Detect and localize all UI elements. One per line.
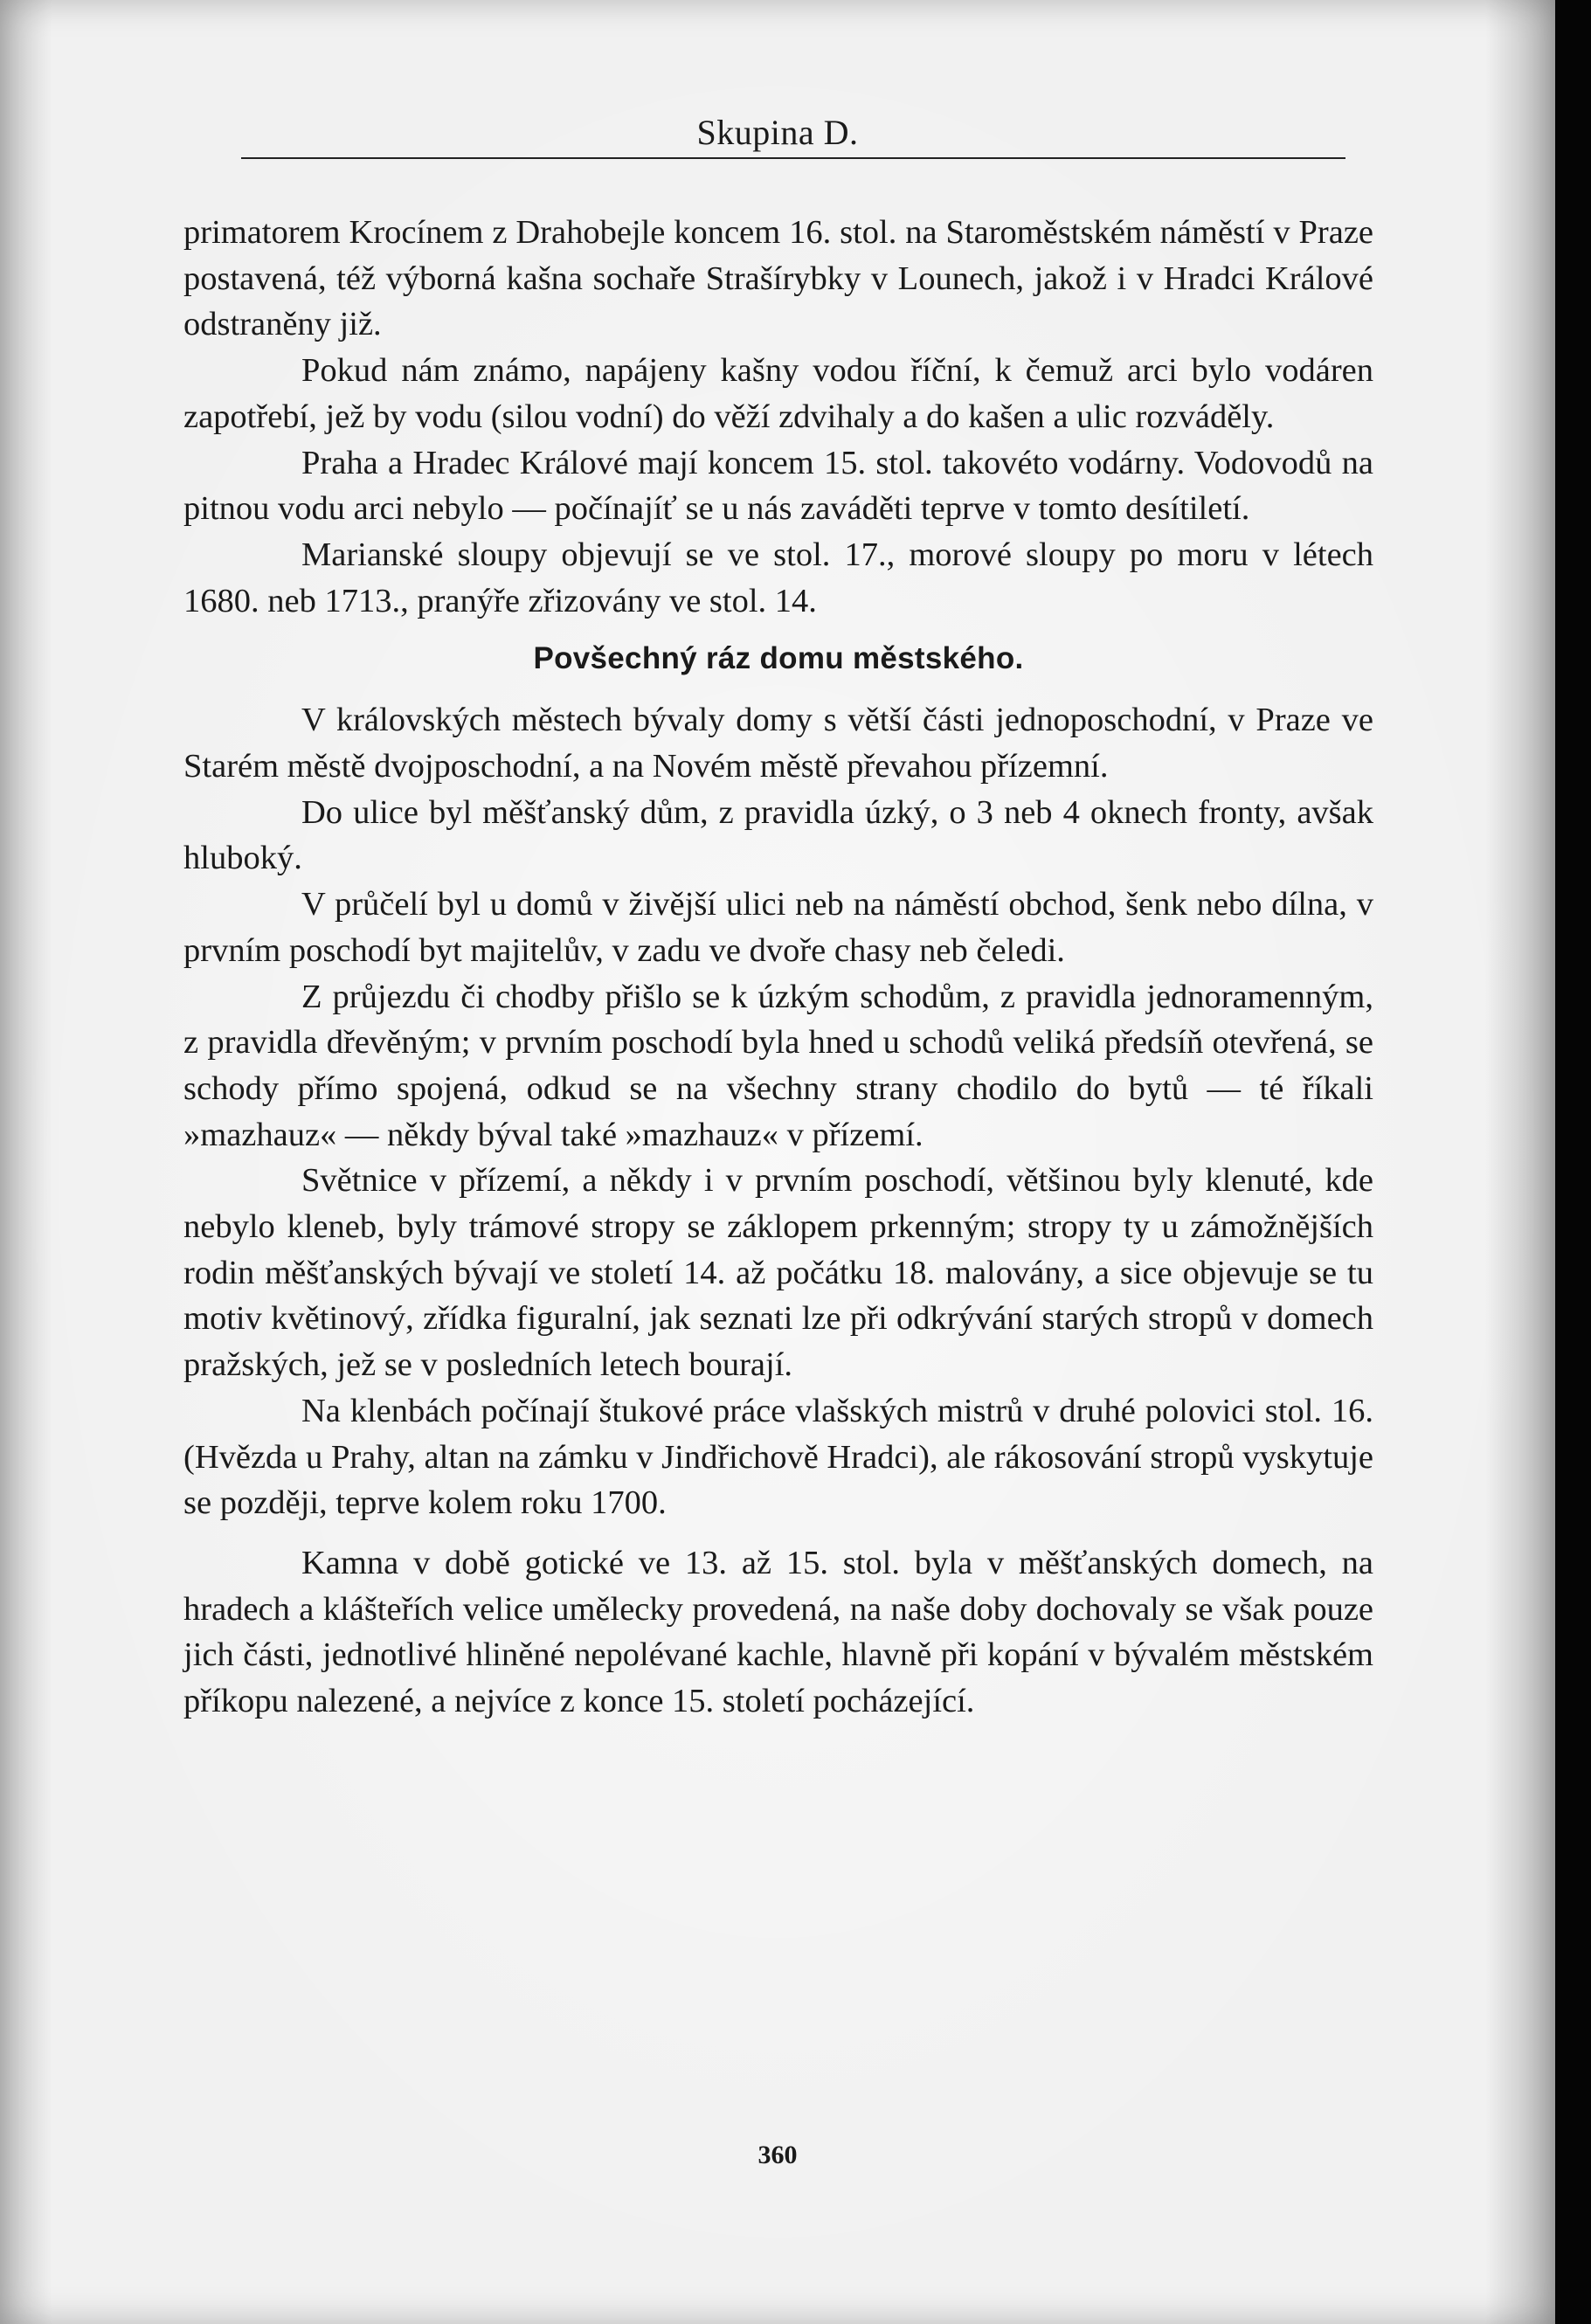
paragraph-waterworks: Praha a Hradec Králové mají koncem 15. stol. takovéto vodárny. Vodovodů na pitnou vodu arci nebylo — počínajíť se u nás zaváděti teprve v tomto desítiletí. [183, 444, 1373, 528]
paragraph-continuation: primatorem Krocínem z Drahobejle koncem 16. stol. na Staroměstském náměstí v Praze postavená, též výborná kašna sochaře Strašírybky v Lounech, jakož i v Hradci Králové odstraněny již. [183, 214, 1373, 343]
paragraph-stucco: Na klenbách počínají štukové práce vlašských mistrů v druhé polovici stol. 16. (Hvězda u Prahy, altan na zámku v Jindřichově Hradci), ale rákosování stropů vyskytuje se později, teprve kolem roku 1700. [183, 1392, 1373, 1522]
running-header: Skupina D. [696, 113, 859, 152]
paragraph-stoves: Kamna v době gotické ve 13. až 15. stol. byla v měšťanských domech, na hradech a klášteřích velice umělecky provedená, na naše doby dochovaly se však pouze jich části, jednotlivé hliněné nepolévané kachle, hlavně při kopání v bývalém městském příkopu nalezené, a nejvíce z konce 15. století pocházející. [183, 1544, 1373, 1720]
paragraph-passage-stairs: Z průjezdu či chodby přišlo se k úzkým schodům, z pravidla jednoramenným, z pravidla dřevěným; v prvním poschodí byla hned u schodů veliká předsíň otevřená, se schody přímo spojená, odkud se na všechny strany chodilo do bytů — té říkali »mazhauz« — někdy býval také »mazhauz« v přízemí. [183, 978, 1373, 1153]
scan-border [1555, 0, 1591, 2324]
paragraph-house-front: Do ulice byl měšťanský dům, z pravidla úzký, o 3 neb 4 oknech fronty, avšak hluboký. [183, 793, 1373, 877]
page-body [183, 210, 1373, 1725]
paragraph-royal-towns: V královských městech bývaly domy s větší části jednoposchodní, v Praze ve Starém městě dvojposchodní, a na Novém městě převahou přízemní. [183, 702, 1373, 785]
page-number: 360 [757, 2141, 798, 2169]
paragraph-rooms-ceilings: Světnice v přízemí, a někdy i v prvním poschodí, většinou byly klenuté, kde nebylo klenеb, byly trámové stropy se záklopem prkenným; stropy ty u zámožnějších rodin měšťanských bývají ve století 14. až počátku 18. malovány, a sice objevuje se tu motiv květinový, zřídka figuralní, jak seznati lze při odkrývání starých stropů v domech pražských, jež se v posledních letech bourají. [183, 1162, 1373, 1384]
section-heading: Povšechný ráz domu městského. [533, 641, 1024, 676]
header-rule [241, 157, 1345, 159]
paragraph-columns: Marianské sloupy objevují se ve stol. 17., morové sloupy po moru v létech 1680. neb 1713., pranýře zřizovány ve stol. 14. [183, 536, 1373, 619]
paragraph-facade: V průčelí byl u domů v živější ulici neb na náměstí obchod, šenk nebo dílna, v prvním poschodí byt majitelův, v zadu ve dvoře chasy neb čeledi. [183, 886, 1373, 969]
paragraph-fountains-water: Pokud nám známo, napájeny kašny vodou říční, k čemuž arci bylo vodáren zapotřebí, jež by vodu (silou vodní) do věží zdvihaly a do kašen a ulic rozváděly. [183, 352, 1373, 435]
